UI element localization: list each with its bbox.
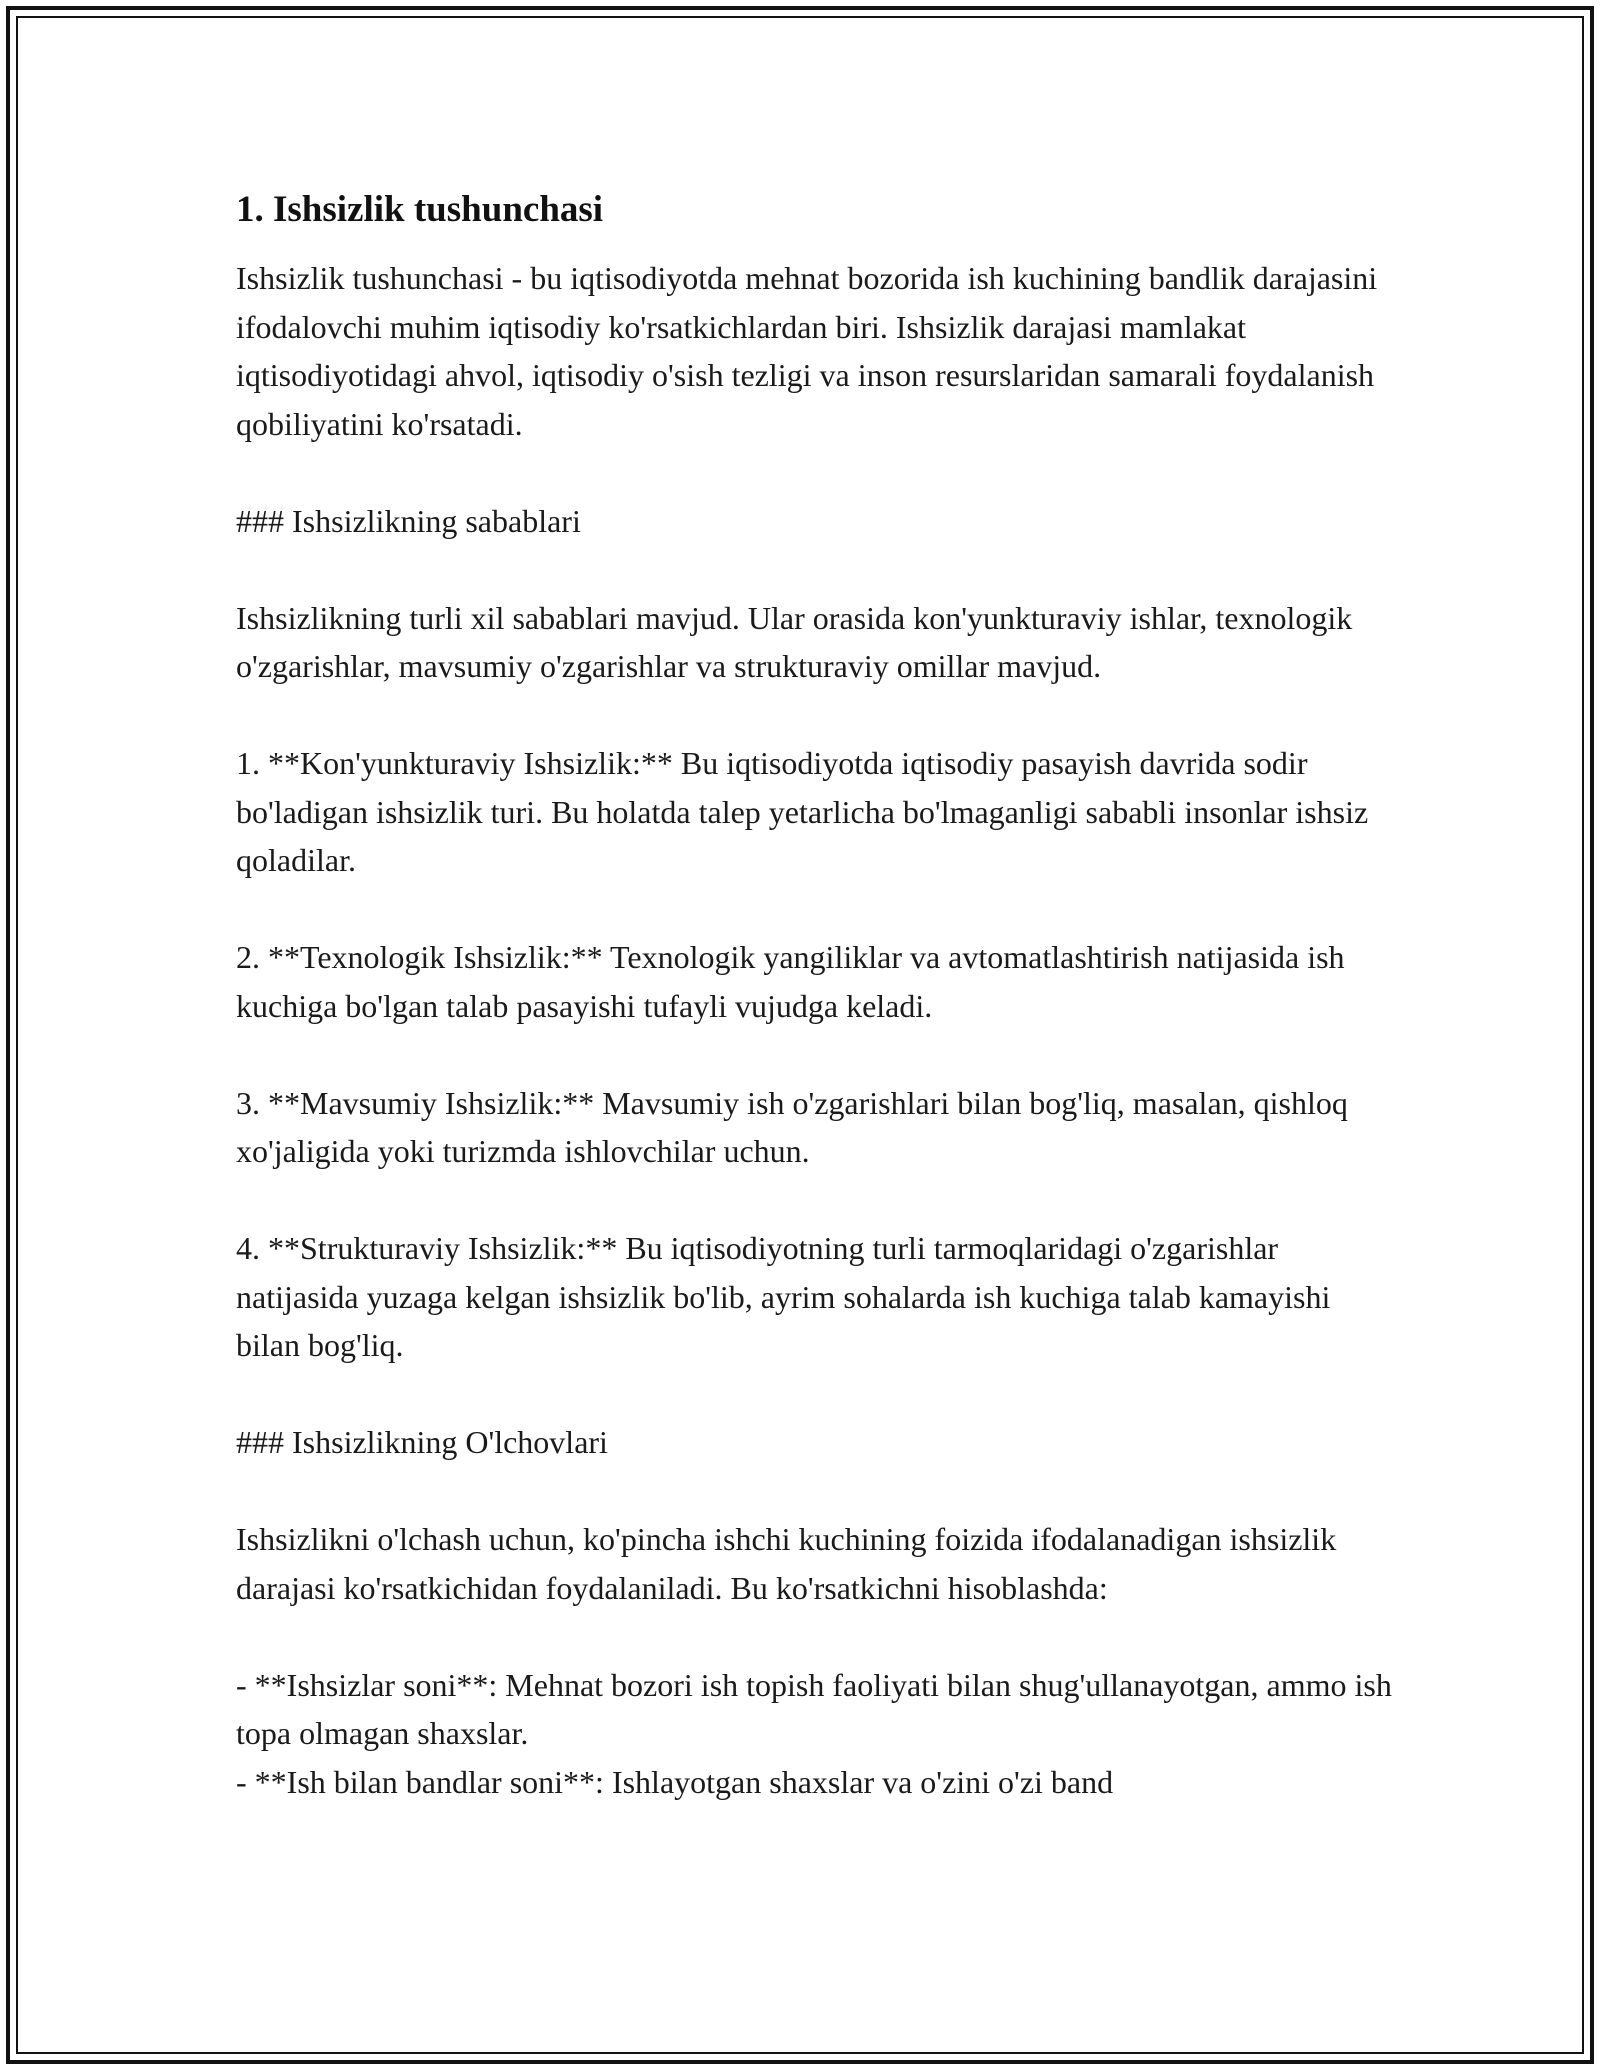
list-item-cyclical: 1. **Kon'yunkturaviy Ishsizlik:** Bu iqtisodiyotda iqtisodiy pasayish davrida sodir bo'ladigan ishsizlik turi. Bu holatda talep yetarlicha bo'lmaganligi sababli insonlar ishsiz qoladilar. [236, 745, 1369, 878]
intro-paragraph: Ishsizlik tushunchasi - bu iqtisodiyotda mehnat bozorida ish kuchining bandlik darajasini ifodalovchi muhim iqtisodiy ko'rsatkichlardan biri. Ishsizlik darajasi mamlakat iqtisodiyotidagi ahvol, iqtisodiy o'sish tezligi va inson resurslaridan samarali foydalanish qobiliyatini ko'rsatadi. [236, 260, 1378, 442]
section-heading-causes: ### Ishsizlikning sabablari [236, 502, 581, 539]
causes-paragraph: Ishsizlikning turli xil sabablari mavjud. Ular orasida kon'yunkturaviy ishlar, texnologik o'zgarishlar, mavsumiy o'zgarishlar va strukturaviy omillar mavjud. [236, 599, 1353, 684]
bullet-item-employed: - **Ish bilan bandlar soni**: Ishlayotgan shaxslar va o'zini o'zi band [236, 1763, 1114, 1800]
document-title: 1. Ishsizlik tushunchasi [236, 189, 604, 230]
measures-paragraph: Ishsizlikni o'lchash uchun, ko'pincha ishchi kuchining foizida ifodalanadigan ishsizlik darajasi ko'rsatkichidan foydalaniladi. Bu ko'rsatkichni hisoblashda: [236, 1521, 1337, 1606]
bullet-item-unemployed: - **Ishsizlar soni**: Mehnat bozori ish topish faoliyati bilan shug'ullanayotgan, ammo ish topa olmagan shaxslar. [236, 1666, 1392, 1751]
document-body [236, 186, 1396, 1806]
list-item-structural: 4. **Strukturaviy Ishsizlik:** Bu iqtisodiyotning turli tarmoqlaridagi o'zgarishlar natijasida yuzaga kelgan ishsizlik bo'lib, ayrim sohalarda ish kuchiga talab kamayishi bilan bog'liq. [236, 1230, 1331, 1363]
list-item-technological: 2. **Texnologik Ishsizlik:** Texnologik yangiliklar va avtomatlashtirish natijasida ish kuchiga bo'lgan talab pasayishi tufayli vujudga keladi. [236, 939, 1345, 1024]
section-heading-measures: ### Ishsizlikning O'lchovlari [236, 1424, 608, 1460]
list-item-seasonal: 3. **Mavsumiy Ishsizlik:** Mavsumiy ish o'zgarishlari bilan bog'liq, masalan, qishloq xo'jaligida yoki turizmda ishlovchilar uchun. [236, 1084, 1348, 1169]
